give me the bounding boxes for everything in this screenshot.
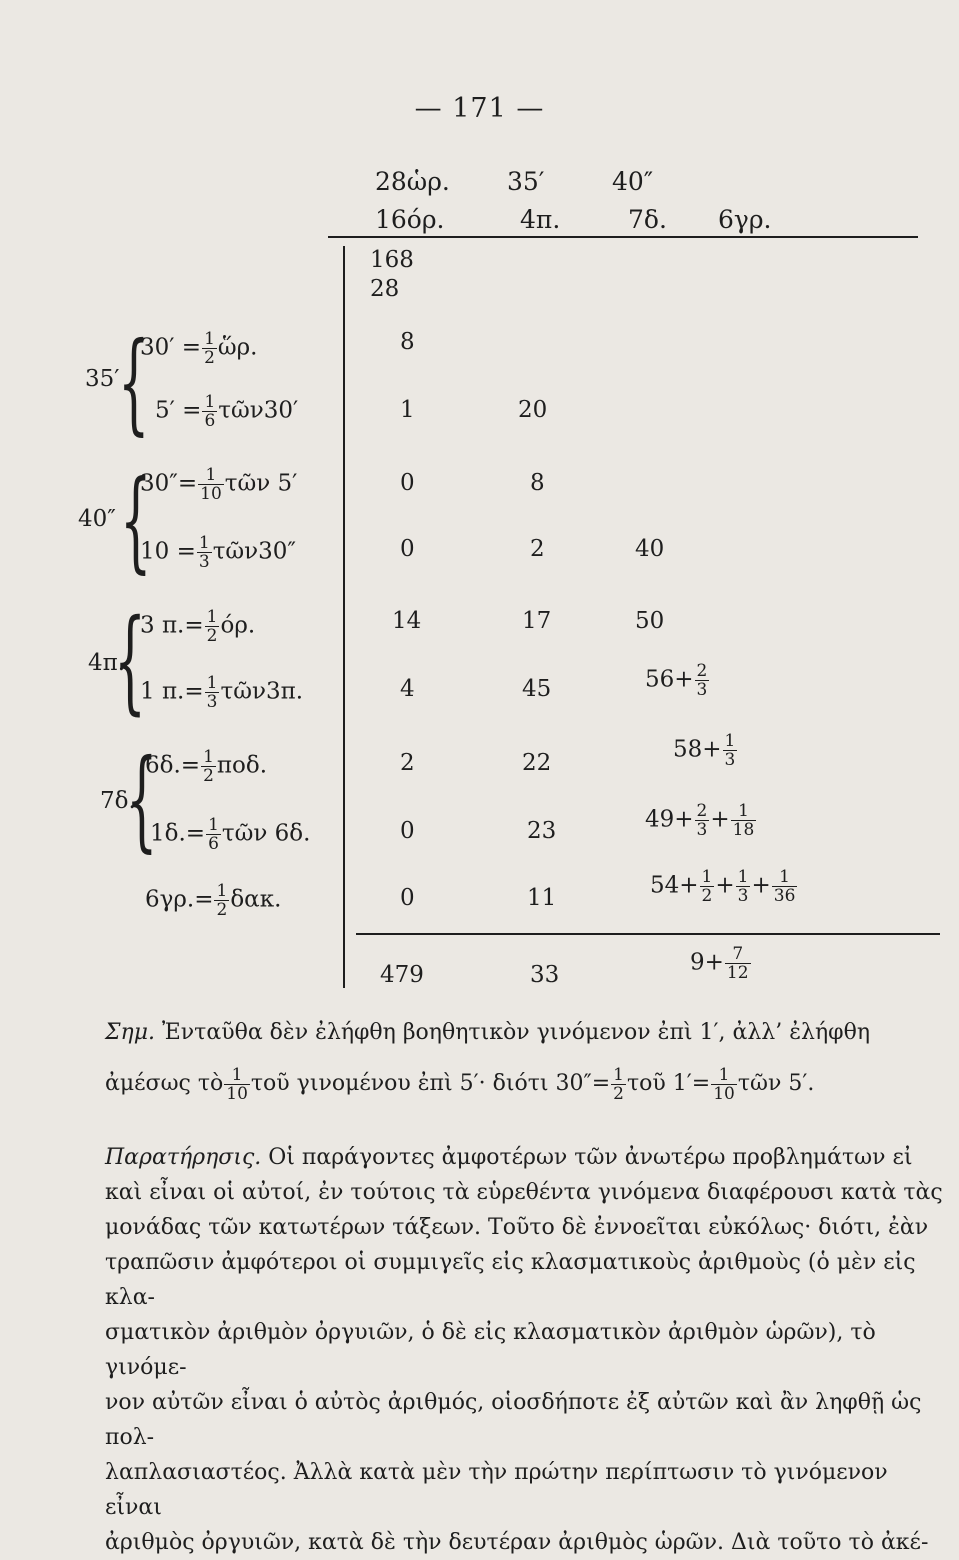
page-number: — 171 — <box>414 93 545 124</box>
col2-row3: 8 <box>530 470 545 496</box>
observation-line8: ἀριθμὸς ὀργυιῶν, κατὰ δὲ τὴν δευτέραν ἀριθμὸς ὡρῶν. Διὰ τοῦτο τὸ ἀκέ- <box>105 1530 929 1555</box>
header-lines: 6γρ. <box>718 205 772 234</box>
observation-line2: καὶ εἶναι οἱ αὐτοί, ἐν τούτοις τὰ εὑρεθέντα γινόμενα διαφέρουσι κατὰ τὰς <box>105 1180 943 1205</box>
header-feet: 4π. <box>520 205 561 234</box>
observation-line6: νον αὐτῶν εἶναι ὁ αὐτὸς ἀριθμός, οἱοσδήποτε ἐξ αὐτῶν καὶ ἂν ληφθῇ ὡς πολ- <box>105 1390 922 1450</box>
col2-row6: 45 <box>522 676 552 702</box>
group-label-35min: 35′ <box>85 366 120 392</box>
product-28: 28 <box>370 276 400 302</box>
header-minutes: 35′ <box>507 167 545 196</box>
observation-label: Παρατήρησις. <box>105 1145 262 1170</box>
col1-row4: 0 <box>400 536 415 562</box>
col3-row7: 58+ $\frac{1}{3}$ <box>673 731 736 770</box>
group-label-4feet: 4π. <box>88 650 126 676</box>
group-label-7fingers: 7δ. <box>100 788 136 814</box>
col3-row5: 50 <box>635 608 665 634</box>
col1-row9: 0 <box>400 885 415 911</box>
col3-row6: 56+ $\frac{2}{3}$ <box>645 661 708 700</box>
col2-row4: 2 <box>530 536 545 562</box>
col2-row5: 17 <box>522 608 552 634</box>
label-30sec: 30″= $\frac{1}{10}$ τῶν 5′ <box>140 465 298 504</box>
header-rule <box>328 236 918 238</box>
col2-row7: 22 <box>522 750 552 776</box>
note-block: Σημ. Ἐνταῦθα δὲν ἐλήφθη βοηθητικὸν γινόμενον ἐπὶ 1′, ἀλλ’ ἐλήφθη ἀμέσως τὸ $\frac{1}{10}$ τοῦ γινομένου ἐπὶ 5′· διότι 30″= $\frac{1}{2}$ τοῦ 1′= $\frac{1}{10}$ τῶν 5′. <box>105 1020 870 1104</box>
col2-row2: 20 <box>518 397 548 423</box>
group-label-40sec: 40″ <box>78 506 116 532</box>
observation-line5: σματικὸν ἀριθμὸν ὀργυιῶν, ὁ δὲ εἰς κλασματικὸν ἀριθμὸν ὡρῶν), τὸ γινόμε- <box>105 1320 876 1380</box>
col3-row8: 49+ $\frac{2}{3}$ + $\frac{1}{18}$ <box>645 801 755 840</box>
label-6lines: 6γρ.= $\frac{1}{2}$ δακ. <box>145 881 282 920</box>
brace-4feet: { <box>114 596 147 726</box>
col1-row8: 0 <box>400 818 415 844</box>
product-168: 168 <box>370 247 414 273</box>
col2-row8: 23 <box>527 818 557 844</box>
observation-line1: Οἱ παράγοντες ἀμφοτέρων τῶν ἀνωτέρω προβλημάτων εἰ <box>268 1145 913 1170</box>
brace-7fingers: { <box>126 735 158 863</box>
note-label: Σημ. <box>105 1020 156 1045</box>
brace-35min: { <box>118 318 150 446</box>
note-line1: Ἐνταῦθα δὲν ἐλήφθη βοηθητικὸν γινόμενον ἐπὶ 1′, ἀλλ’ ἐλήφθη <box>162 1020 870 1045</box>
header-hours: 28ὡρ. <box>375 167 450 196</box>
total-rule <box>356 933 940 935</box>
brace-40sec: { <box>120 456 152 584</box>
col3-row4: 40 <box>635 536 665 562</box>
col1-row5: 14 <box>392 608 422 634</box>
header-fingers: 7δ. <box>628 205 667 234</box>
column-separator <box>343 246 345 988</box>
total-col3: 9+ $\frac{7}{12}$ <box>690 944 749 983</box>
observation-line7: λαπλασιαστέος. Ἀλλὰ κατὰ μὲν τὴν πρώτην περίπτωσιν τὸ γινόμενον εἶναι <box>105 1460 888 1520</box>
label-5min: 5′ = $\frac{1}{6}$ τῶν30′ <box>155 392 299 431</box>
total-col2: 33 <box>530 962 560 988</box>
col3-row9: 54+ $\frac{1}{2}$ + $\frac{1}{3}$ + $\frac{1}{36}$ <box>650 867 796 906</box>
col1-row2: 1 <box>400 397 415 423</box>
col1-row7: 2 <box>400 750 415 776</box>
total-col1: 479 <box>380 962 424 988</box>
col1-row6: 4 <box>400 676 415 702</box>
col1-row3: 0 <box>400 470 415 496</box>
header-fathoms: 16όρ. <box>375 205 445 234</box>
header-seconds: 40″ <box>612 167 654 196</box>
label-1finger: 1δ.= $\frac{1}{6}$ τῶν 6δ. <box>150 815 311 854</box>
col2-row9: 11 <box>527 885 557 911</box>
observation-line4: τραπῶσιν ἀμφότεροι οἱ συμμιγεῖς εἰς κλασματικοὺς ἀριθμοὺς (ὁ μὲν εἰς κλα- <box>105 1250 916 1310</box>
label-30min: 30′ = $\frac{1}{2}$ ὥρ. <box>140 329 258 368</box>
observation-line3: μονάδας τῶν κατωτέρων τάξεων. Τοῦτο δὲ ἐννοεῖται εὐκόλως· διότι, ἐὰν <box>105 1215 929 1240</box>
col1-row1: 8 <box>400 329 415 355</box>
label-6fingers: 6δ.= $\frac{1}{2}$ ποδ. <box>145 747 268 786</box>
label-10sec: 10 = $\frac{1}{3}$ τῶν30″ <box>140 533 297 572</box>
label-3feet: 3 π.= $\frac{1}{2}$ όρ. <box>140 607 256 646</box>
observation-block <box>105 1140 950 1560</box>
label-1foot: 1 π.= $\frac{1}{3}$ τῶν3π. <box>140 673 304 712</box>
